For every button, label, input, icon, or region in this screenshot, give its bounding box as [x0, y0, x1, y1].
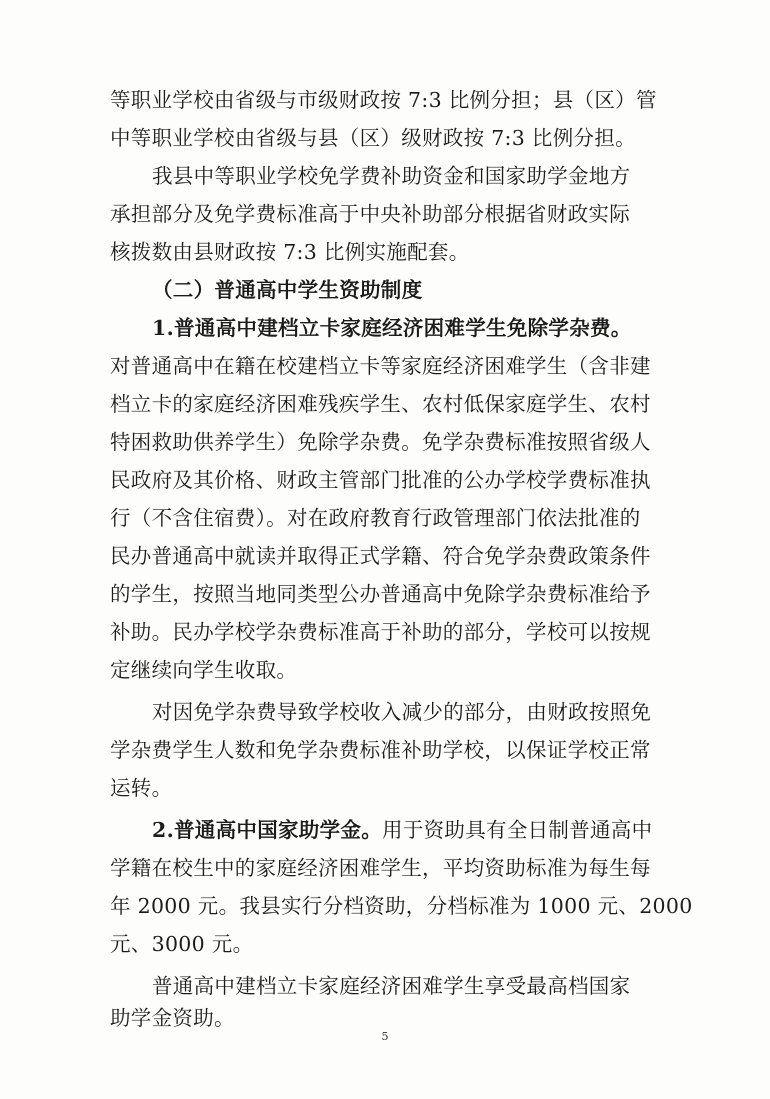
- paragraph-line: 对普通高中在籍在校建档立卡等家庭经济困难学生（含非建: [110, 354, 651, 378]
- paragraph-line: 助学金资助。: [110, 1006, 235, 1030]
- paragraph-line: 运转。: [110, 776, 173, 800]
- paragraph-line: 等职业学校由省级与市级财政按 7:3 比例分担；县（区）管: [110, 88, 657, 112]
- paragraph-line: 对因免学杂费导致学校收入减少的部分，由财政按照免: [152, 700, 652, 724]
- paragraph-line: 档立卡的家庭经济困难残疾学生、农村低保家庭学生、农村: [110, 392, 651, 416]
- paragraph-line: 特困救助供养学生）免除学杂费。免学杂费标准按照省级人: [110, 430, 651, 454]
- paragraph-line: [152, 812, 670, 848]
- paragraph-lead: 2.普通高中国家助学金。: [152, 818, 383, 842]
- paragraph-line: 核拨数由县财政按 7:3 比例实施配套。: [110, 240, 470, 264]
- paragraph-line: 的学生，按照当地同类型公办普通高中免除学杂费标准给予: [110, 582, 651, 606]
- paragraph-line: 普通高中建档立卡家庭经济困难学生享受最高档国家: [152, 974, 631, 998]
- paragraph-line: 元、3000 元。: [110, 932, 254, 956]
- paragraph-lead: 1.普通高中建档立卡家庭经济困难学生免除学杂费。: [152, 316, 632, 340]
- paragraph-line: 学籍在校生中的家庭经济困难学生，平均资助标准为每生每: [110, 856, 651, 880]
- paragraph-line: 定继续向学生收取。: [110, 658, 298, 682]
- paragraph-line: 学杂费学生人数和免学杂费标准补助学校，以保证学校正常: [110, 738, 651, 762]
- paragraph-line: 中等职业学校由省级与县（区）级财政按 7:3 比例分担。: [110, 126, 636, 150]
- paragraph-line: 民政府及其价格、财政主管部门批准的公办学校学费标准执: [110, 468, 651, 492]
- page-number: 5: [381, 1030, 389, 1043]
- section-heading: （二）普通高中学生资助制度: [152, 278, 423, 302]
- paragraph-line: 年 2000 元。我县实行分档资助，分档标准为 1000 元、2000: [110, 894, 693, 918]
- paragraph-line: 承担部分及免学费标准高于中央补助部分根据省财政实际: [110, 202, 630, 226]
- paragraph-lead-rest: 用于资助具有全日制普通高中: [382, 818, 653, 842]
- paragraph-line: 我县中等职业学校免学费补助资金和国家助学金地方: [152, 164, 631, 188]
- paragraph-line: 行（不含住宿费）。对在政府教育行政管理部门依法批准的: [110, 506, 641, 530]
- paragraph-line: 补助。民办学校学杂费标准高于补助的部分，学校可以按规: [110, 620, 651, 644]
- paragraph-line: 民办普通高中就读并取得正式学籍、符合免学杂费政策条件: [110, 544, 651, 568]
